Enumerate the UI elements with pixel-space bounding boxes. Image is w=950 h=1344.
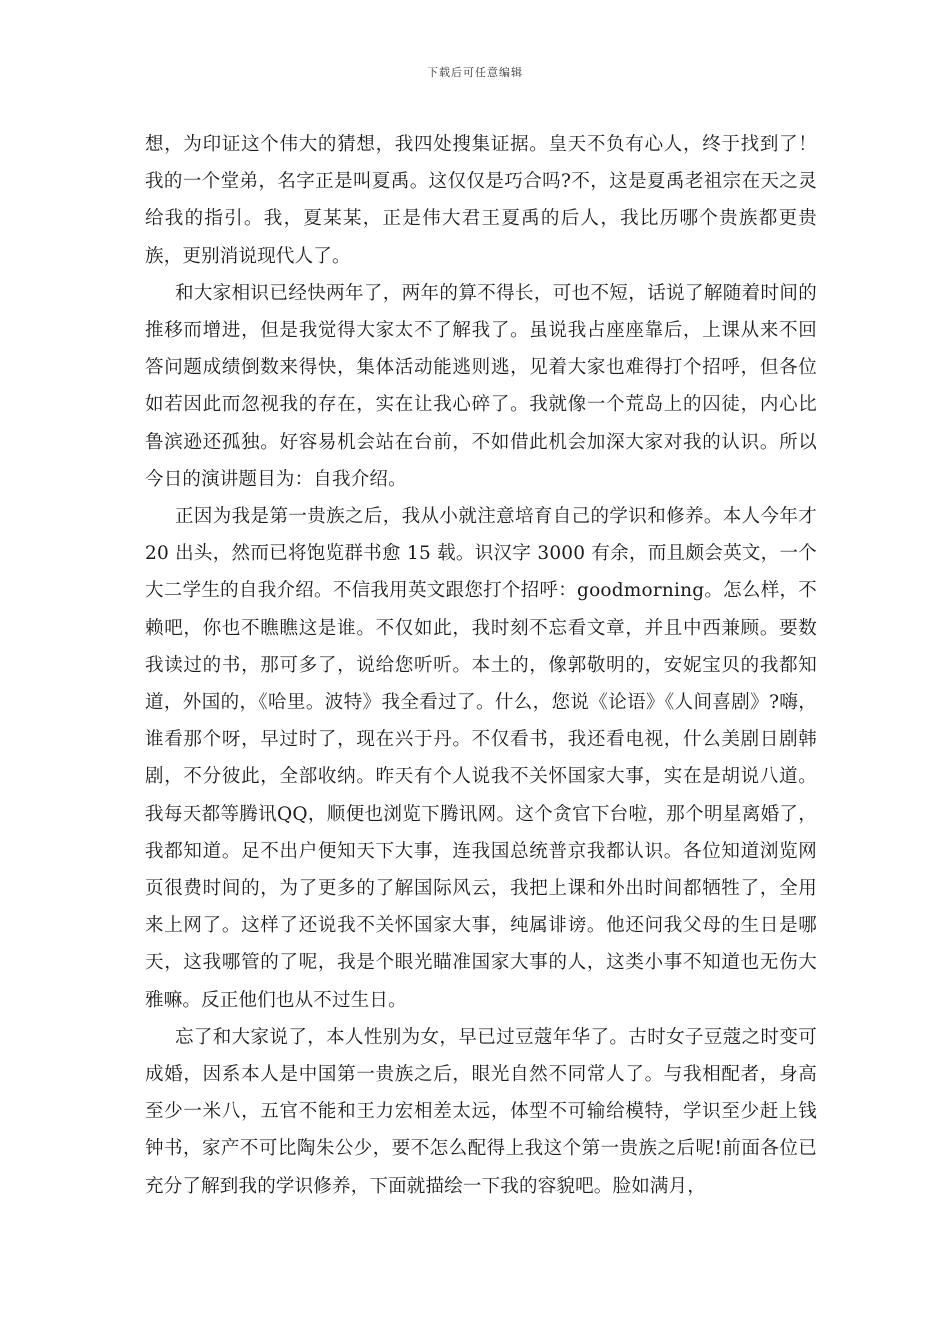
paragraph-learning: 正因为我是第一贵族之后，我从小就注意培育自己的学识和修养。本人今年才 20 出头，然而已将饱览群书愈 15 载。识汉字 3000 有余，而且颇会英文，一个大二学生的自我介绍。不信我用英文跟您打个招呼：goodmorning。怎么样，不赖吧，你也不瞧瞧这是谁。不仅如此，我时刻不忘看文章，并且中西兼顾。要数我读过的书，那可多了，说给您听听。本土的，像郭敬明的，安妮宝贝的我都知道，外国的，《哈里。波特》我全看过了。什么，您说《论语》《人间喜剧》?嗨，谁看那个呀，早过时了，现在兴于丹。不仅看书，我还看电视，什么美剧日剧韩剧，不分彼此，全部收纳。昨天有个人说我不关怀国家大事，实在是胡说八道。我每天都等腾讯QQ，顺便也浏览下腾讯网。这个贪官下台啦，那个明星离婚了，我都知道。足不出户便知天下大事，连我国总统普京我都认识。各位知道浏览网页很费时间的，为了更多的了解国际风云，我把上课和外出时间都牺牲了，全用来上网了。这样了还说我不关怀国家大事，纯属诽谤。他还问我父母的生日是哪天，这我哪管的了呢，我是个眼光瞄准国家大事的人，这类小事不知道也无伤大雅嘛。反正他们也从不过生日。: [145, 506, 817, 1011]
paragraph-acquaintance: 和大家相识已经快两年了，两年的算不得长，可也不短，话说了解随着时间的推移而增进，但是我觉得大家太不了解我了。虽说我占座座靠后，上课从来不回答问题成绩倒数来得快，集体活动能逃则逃，见着大家也难得打个招呼，但各位如若因此而忽视我的存在，实在让我心碎了。我就像一个荒岛上的囚徒，内心比鲁滨逊还孤独。好容易机会站在台前，不如借此机会加深大家对我的认识。所以今日的演讲题目为：自我介绍。: [145, 282, 817, 490]
paragraph-continuation: 想，为印证这个伟大的猜想，我四处搜集证据。皇天不负有心人，终于找到了！我的一个堂弟，名字正是叫夏禹。这仅仅是巧合吗?不，这是夏禹老祖宗在天之灵给我的指引。我，夏某某，正是伟大君王夏禹的后人，我比历哪个贵族都更贵族，更别消说现代人了。: [145, 134, 817, 267]
page-header: 下载后可任意编辑: [427, 66, 523, 79]
document-body: [145, 126, 817, 1205]
paragraph-partner-criteria: 忘了和大家说了，本人性别为女，早已过豆蔻年华了。古时女子豆蔻之时变可成婚，因系本人是中国第一贵族之后，眼光自然不同常人了。与我相配者，身高至少一米八，五官不能和王力宏相差太远，体型不可输给模特，学识至少赶上钱钟书，家产不可比陶朱公少，要不怎么配得上我这个第一贵族之后呢!前面各位已充分了解到我的学识修养，下面就描绘一下我的容貌吧。脸如满月，: [145, 1026, 817, 1197]
